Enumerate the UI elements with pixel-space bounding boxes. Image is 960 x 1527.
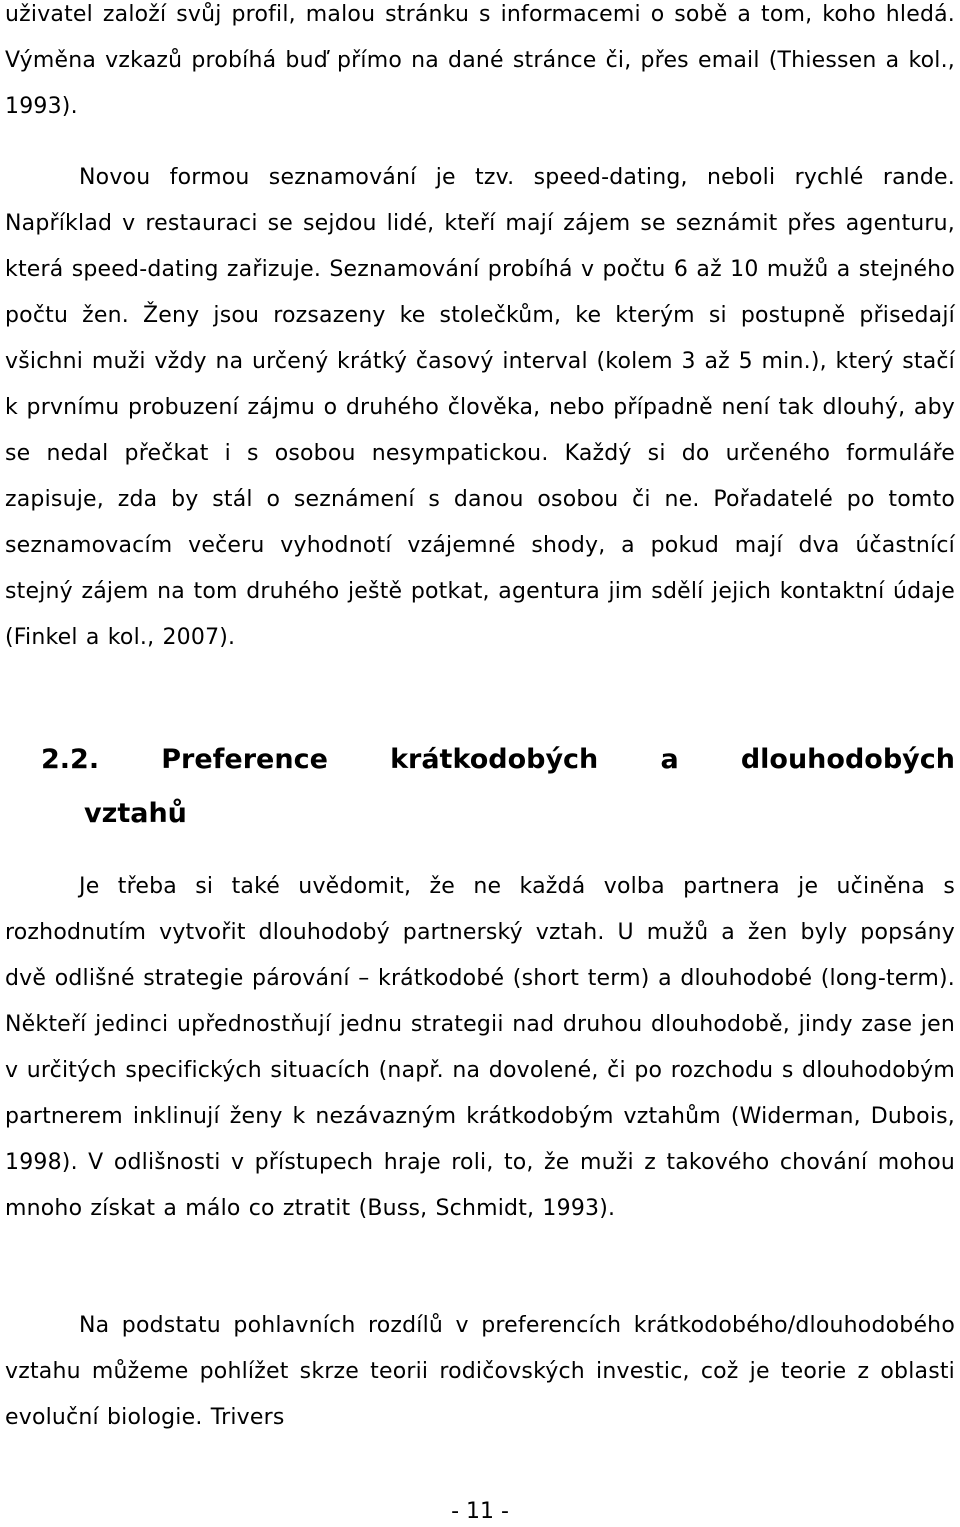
paragraph-online-dating: uživatel založí svůj profil, malou stránku s informacemi o sobě a tom, koho hledá. Výměna vzkazů probíhá buď přímo na dané stránce či, přes email (Thiessen a kol., 1993). [5, 2, 955, 119]
paragraph-speed-dating: Novou formou seznamování je tzv. speed-dating, neboli rychlé rande. Například v restauraci se sejdou lidé, kteří mají zájem se seznámit přes agenturu, která speed-dating zařizuje. Seznamování probíhá v počtu 6 až 10 mužů a stejného počtu žen. Ženy jsou rozsazeny ke stolečkům, ke kterým si postupně přisedají všichni muži vždy na určený krátký časový interval (kolem 3 až 5 min.), který stačí k prvnímu probuzení zájmu o druhého člověka, nebo případně není tak dlouhý, aby se nedal přečkat i s osobou nesympatickou. Každý si do určeného formuláře zapisuje, zda by stál o seznámení s danou osobou či ne. Pořadatelé po tomto seznamovacím večeru vyhodnotí vzájemné shody, a pokud mají dva účastnící stejný zájem na tom druhého ještě potkat, agentura jim sdělí jejich kontaktní údaje (Finkel a kol., 2007). [5, 165, 955, 650]
page-number: - 11 - [451, 1499, 509, 1524]
paragraph-parental-investment: Na podstatu pohlavních rozdílů v preferencích krátkodobého/dlouhodobého vztahu můžeme pohlížet skrze teorii rodičovských investic, což je teorie z oblasti evoluční biologie. Trivers [5, 1313, 955, 1430]
section-heading: 2.2. Preference krátkodobých a dlouhodobých [41, 744, 955, 775]
paragraph-mating-strategies: Je třeba si také uvědomit, že ne každá volba partnera je učiněna s rozhodnutím vytvořit dlouhodobý partnerský vztah. U mužů a žen byly popsány dvě odlišné strategie párování – krátkodobé (short term) a dlouhodobé (long-term). Někteří jedinci upřednostňují jednu strategii nad druhou dlouhodobě, jindy zase jen v určitých specifických situacích (např. na dovolené, či po rozchodu s dlouhodobým partnerem inklinují ženy k nezávazným krátkodobým vztahům (Widerman, Dubois, 1998). V odlišnosti v přístupech hraje roli, to, že muži z takového chování mohou mnoho získat a málo co ztratit (Buss, Schmidt, 1993). [5, 874, 955, 1221]
section-heading-continuation: vztahů [84, 798, 187, 829]
